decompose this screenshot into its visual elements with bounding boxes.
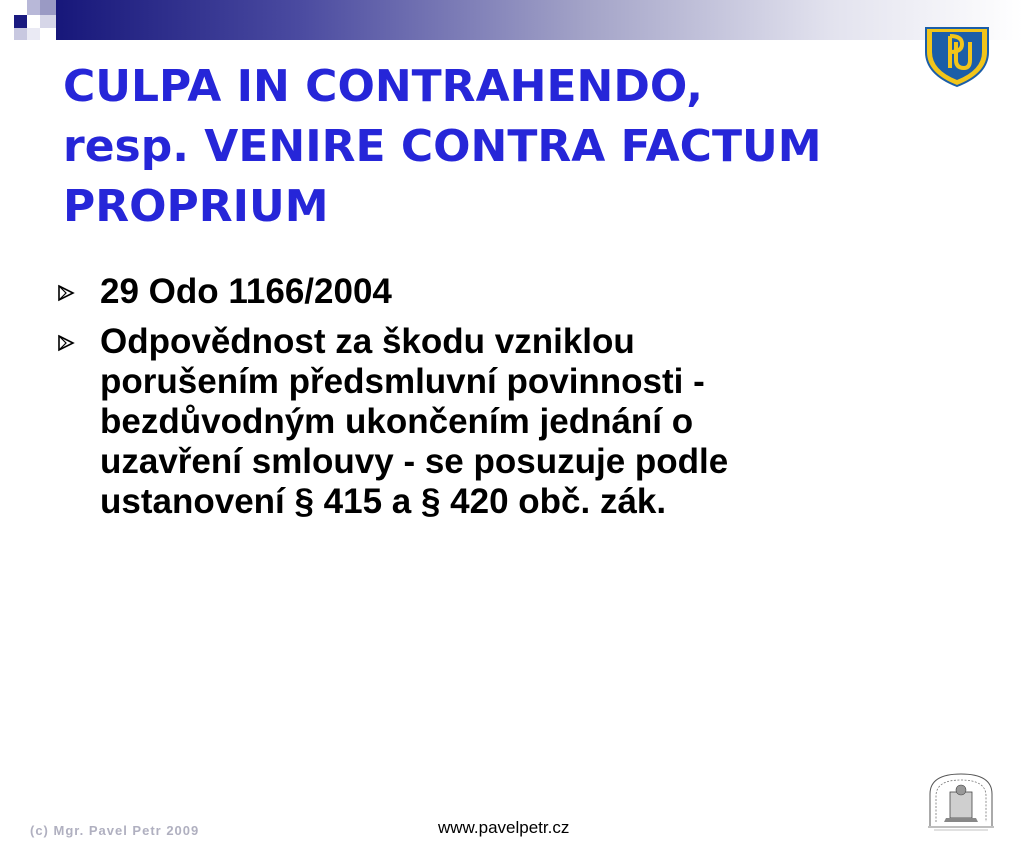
decor-square xyxy=(40,0,56,15)
bullet-text-line: uzavření smlouvy - se posuzuje podle xyxy=(100,442,729,481)
bullet-item xyxy=(57,322,937,522)
decor-square xyxy=(27,28,40,40)
bullet-text: 29 Odo 1166/2004 xyxy=(100,272,392,311)
bullet-text-line: porušením předsmluvní povinnosti - xyxy=(100,362,705,401)
bullet-text-line: bezdůvodným ukončením jednání o xyxy=(100,402,694,441)
faculty-seal-logo xyxy=(924,770,998,832)
title-line: CULPA IN CONTRAHENDO, xyxy=(63,61,703,112)
title-line: resp. VENIRE CONTRA FACTUM xyxy=(63,121,822,172)
top-decoration-band xyxy=(0,0,1023,48)
slide-title xyxy=(63,57,963,237)
footer-website-link[interactable]: www.pavelpetr.cz xyxy=(438,818,570,837)
bullet-list xyxy=(57,272,937,532)
bullet-text-line: ustanovení § 415 a § 420 obč. zák. xyxy=(100,482,667,521)
arrow-bullet-icon xyxy=(57,334,75,352)
decor-square xyxy=(40,15,56,28)
title-line: PROPRIUM xyxy=(63,181,329,232)
footer-copyright: (c) Mgr. Pavel Petr 2009 xyxy=(30,823,200,838)
decor-square xyxy=(27,0,40,15)
decor-square xyxy=(27,15,40,28)
bullet-item xyxy=(57,272,937,312)
decor-square xyxy=(14,15,27,28)
header-gradient-bar xyxy=(56,0,1023,40)
arrow-bullet-icon xyxy=(57,284,75,302)
decor-square xyxy=(14,28,27,40)
bullet-text-line: Odpovědnost za škodu vzniklou xyxy=(100,322,635,361)
